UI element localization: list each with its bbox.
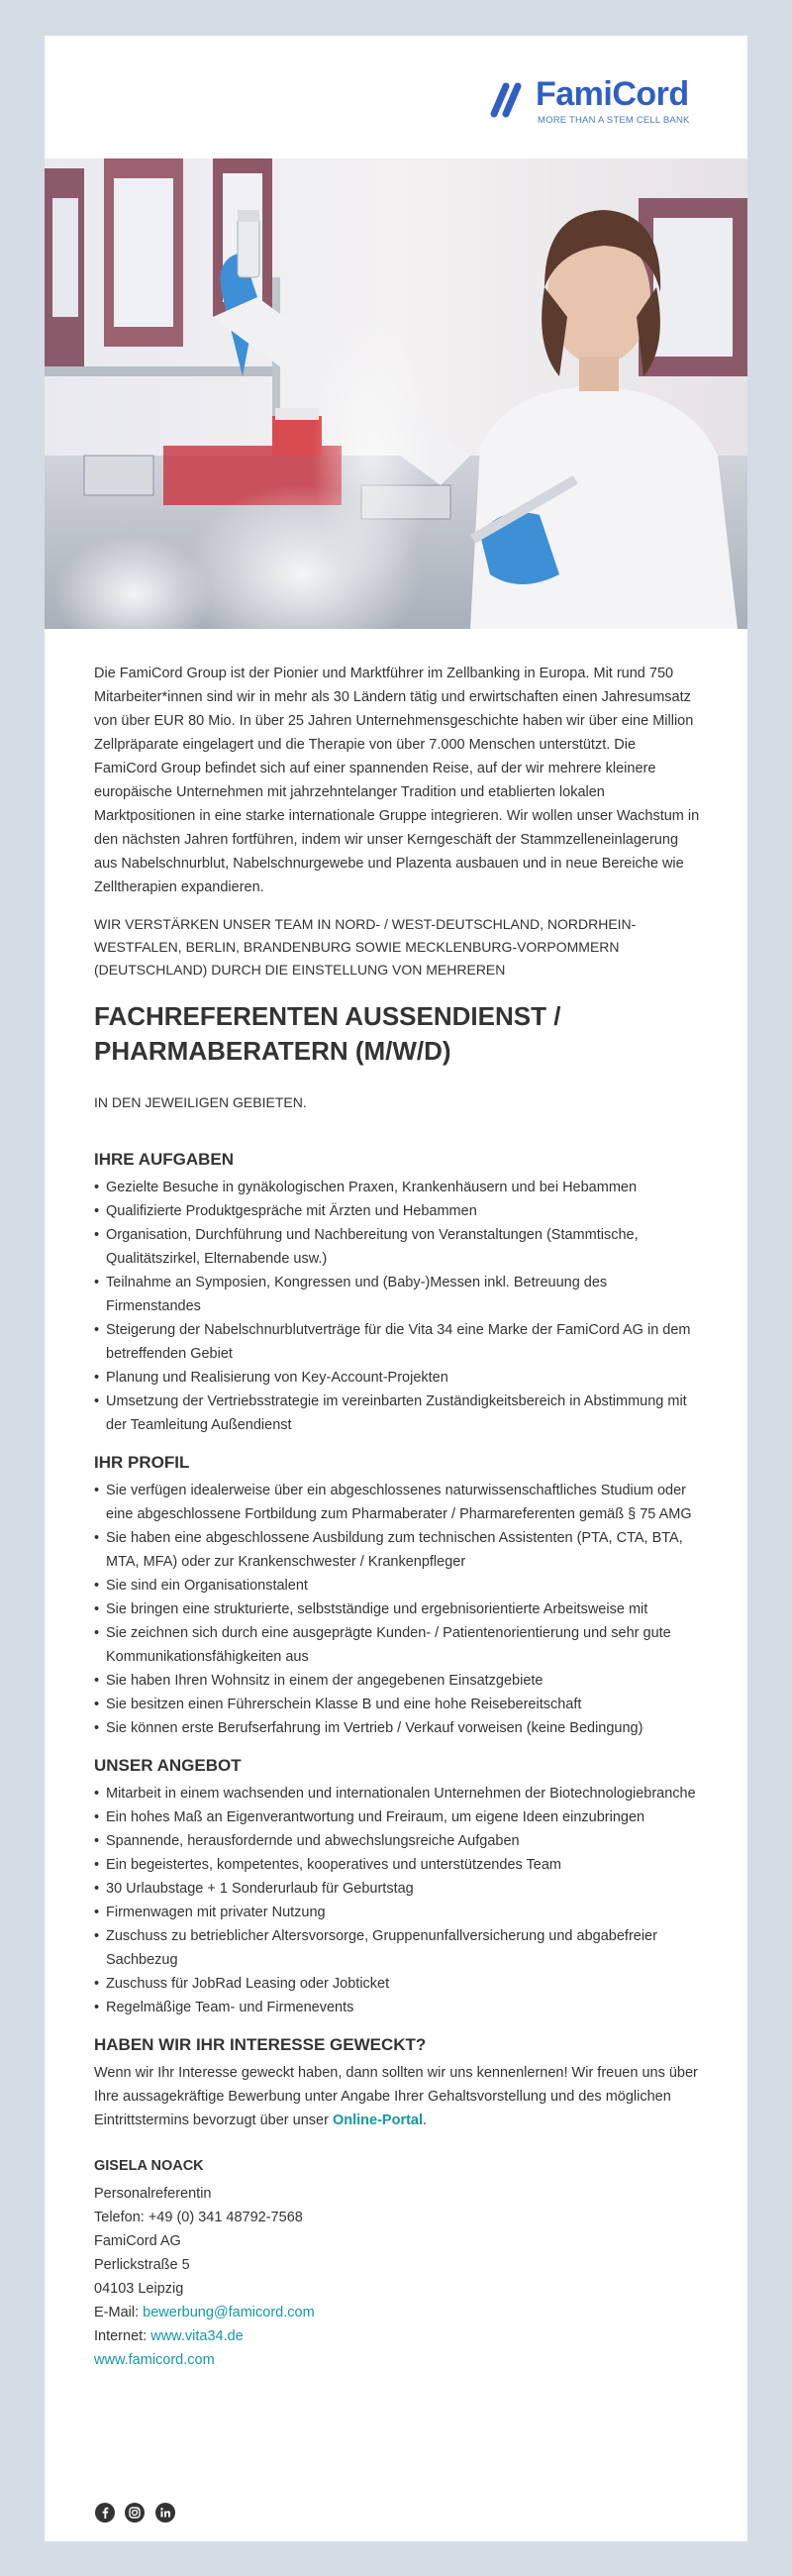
contact-name: GISELA NOACK: [94, 2158, 204, 2174]
profile-list: [94, 1479, 700, 1740]
list-item: • Gezielte Besuche in gynäkologischen Praxen, Krankenhäusern und bei Hebammen: [106, 1176, 700, 1199]
tasks-list: [94, 1176, 700, 1437]
list-item: • Sie sind ein Organisationstalent: [106, 1574, 700, 1597]
internet-label: Internet:: [94, 2328, 151, 2344]
list-item: • Zuschuss zu betrieblicher Altersvorsorge, Gruppenunfallversicherung und abgabefreier Sachbezug: [106, 1924, 700, 1972]
job-title: FACHREFERENTEN AUSSENDIENST / PHARMABERATERN (M/W/D): [94, 1001, 561, 1066]
contact-phone: Telefon: +49 (0) 341 48792-7568: [94, 2210, 303, 2225]
hero-image: [45, 158, 747, 629]
tasks-heading: IHRE AUFGABEN: [94, 1150, 235, 1169]
contact-block: [94, 2154, 700, 2372]
list-item: • Ein hohes Maß an Eigenverantwortung und Freiraum, um eigene Ideen einzubringen: [106, 1805, 700, 1829]
interest-end: .: [423, 2112, 428, 2128]
contact-internet-row: [94, 2324, 700, 2348]
contact-website-row: [94, 2348, 700, 2372]
region-statement: WIR VERSTÄRKEN UNSER TEAM IN NORD- / WEST-DEUTSCHLAND, NORDRHEIN-WESTFALEN, BERLIN, BRANDENBURG SOWIE MECKLENBURG-VORPOMMERN (DEUTSCHLAND) DURCH DIE EINSTELLUNG VON MEHREREN: [94, 916, 637, 978]
lab-scene-illustration: [45, 158, 747, 629]
list-item: • Sie zeichnen sich durch eine ausgeprägte Kunden- / Patientenorientierung und sehr gute Kommunikationsfähigkeiten aus: [106, 1621, 700, 1669]
list-item: • Spannende, herausfordernde und abwechslungsreiche Aufgaben: [106, 1829, 700, 1853]
logo-tagline: MORE THAN A STEM CELL BANK: [538, 115, 690, 126]
list-item: • Steigerung der Nabelschnurblutverträge für die Vita 34 eine Marke der FamiCord AG in dem betreffenden Gebiet: [106, 1318, 700, 1366]
list-item: • Ein begeistertes, kompetentes, kooperatives und unterstützendes Team: [106, 1853, 700, 1877]
areas-note: IN DEN JEWEILIGEN GEBIETEN.: [94, 1094, 307, 1110]
contact-role: Personalreferentin: [94, 2186, 212, 2202]
list-item: • Regelmäßige Team- und Firmenevents: [106, 1996, 700, 2019]
list-item: • Zuschuss für JobRad Leasing oder Jobticket: [106, 1972, 700, 1996]
vita34-link[interactable]: www.vita34.de: [150, 2328, 244, 2344]
profile-heading: IHR PROFIL: [94, 1453, 190, 1472]
job-posting-card: [45, 36, 747, 2541]
famicord-logo[interactable]: [490, 75, 698, 135]
list-item: • Sie bringen eine strukturierte, selbstständige und ergebnisorientierte Arbeitsweise mit: [106, 1597, 700, 1621]
contact-city: 04103 Leipzig: [94, 2281, 184, 2297]
list-item: • Organisation, Durchführung und Nachbereitung von Veranstaltungen (Stammtische, Qualitätszirkel, Elternabende usw.): [106, 1223, 700, 1271]
email-link[interactable]: bewerbung@famicord.com: [143, 2305, 315, 2320]
company-intro: Die FamiCord Group ist der Pionier und Marktführer im Zellbanking in Europa. Mit rund 750 Mitarbeiter*innen sind wir in mehr als 30 Ländern tätig und erwirtschaften einen Jahresumsatz von über EUR 80 Mio. In über 25 Jahren Unternehmensgeschichte haben wir über eine Million Zellpräparate eingelagert und die Therapie von über 7.000 Menschen unterstützt. Die FamiCord Group befindet sich auf einer spannenden Reise, auf der wir mehrere kleinere europäische Unternehmen mit jahrzehntelanger Tradition und etablierten lokalen Marktpositionen in eine starke internationale Gruppe integrieren. Wir wollen unser Wachstum in den nächsten Jahren fortführen, indem wir unser Kerngeschäft der Stammzelleneinlagerung aus Nabelschnurblut, Nabelschnurgewebe und Plazenta ausbauen und in neue Bereiche wie Zelltherapien expandieren.: [94, 666, 700, 895]
social-links: [94, 2502, 180, 2525]
linkedin-icon[interactable]: [154, 2502, 176, 2524]
interest-text: [94, 2061, 700, 2132]
online-portal-link[interactable]: Online-Portal: [332, 2112, 424, 2128]
list-item: • Qualifizierte Produktgespräche mit Ärzten und Hebammen: [106, 1199, 700, 1223]
list-item: • Sie können erste Berufserfahrung im Vertrieb / Verkauf vorweisen (keine Bedingung): [106, 1716, 700, 1740]
contact-company: FamiCord AG: [94, 2233, 181, 2249]
posting-content: [94, 662, 700, 2372]
list-item: • Sie haben Ihren Wohnsitz in einem der angegebenen Einsatzgebiete: [106, 1669, 700, 1693]
offer-heading: UNSER ANGEBOT: [94, 1756, 242, 1775]
facebook-icon[interactable]: [94, 2502, 116, 2524]
logo-wordmark: FamiCord: [536, 75, 689, 113]
email-label: E-Mail:: [94, 2305, 144, 2320]
list-item: • Teilnahme an Symposien, Kongressen und (Baby-)Messen inkl. Betreuung des Firmenstandes: [106, 1271, 700, 1318]
contact-email-row: [94, 2301, 700, 2324]
interest-heading: HABEN WIR IHR INTERESSE GEWECKT?: [94, 2035, 427, 2054]
famicord-website-link[interactable]: www.famicord.com: [94, 2352, 215, 2368]
list-item: • 30 Urlaubstage + 1 Sonderurlaub für Geburtstag: [106, 1877, 700, 1901]
interest-body: Wenn wir Ihr Interesse geweckt haben, dann sollten wir uns kennenlernen! Wir freuen uns über Ihre aussagekräftige Bewerbung unter Angabe Ihrer Gehaltsvorstellung und des möglichen Eintrittstermins bevorzugt über unser: [94, 2065, 698, 2128]
instagram-icon[interactable]: [124, 2502, 146, 2524]
list-item: • Mitarbeit in einem wachsenden und internationalen Unternehmen der Biotechnologiebranche: [106, 1782, 700, 1805]
logo-mark-icon: [490, 80, 532, 120]
offer-list: [94, 1782, 700, 2019]
list-item: • Sie haben eine abgeschlossene Ausbildung zum technischen Assistenten (PTA, CTA, BTA, MTA, MFA) oder zur Krankenschwester / Krankenpfleger: [106, 1526, 700, 1574]
list-item: • Sie verfügen idealerweise über ein abgeschlossenes naturwissenschaftliches Studium oder eine abgeschlossene Fortbildung zum Pharmaberater / Pharmareferenten gemäß § 75 AMG: [106, 1479, 700, 1526]
list-item: • Firmenwagen mit privater Nutzung: [106, 1901, 700, 1924]
list-item: • Planung und Realisierung von Key-Account-Projekten: [106, 1366, 700, 1390]
list-item: • Sie besitzen einen Führerschein Klasse B und eine hohe Reisebereitschaft: [106, 1693, 700, 1716]
list-item: • Umsetzung der Vertriebsstrategie im vereinbarten Zuständigkeitsbereich in Abstimmung mit der Teamleitung Außendienst: [106, 1390, 700, 1437]
contact-street: Perlickstraße 5: [94, 2257, 190, 2273]
